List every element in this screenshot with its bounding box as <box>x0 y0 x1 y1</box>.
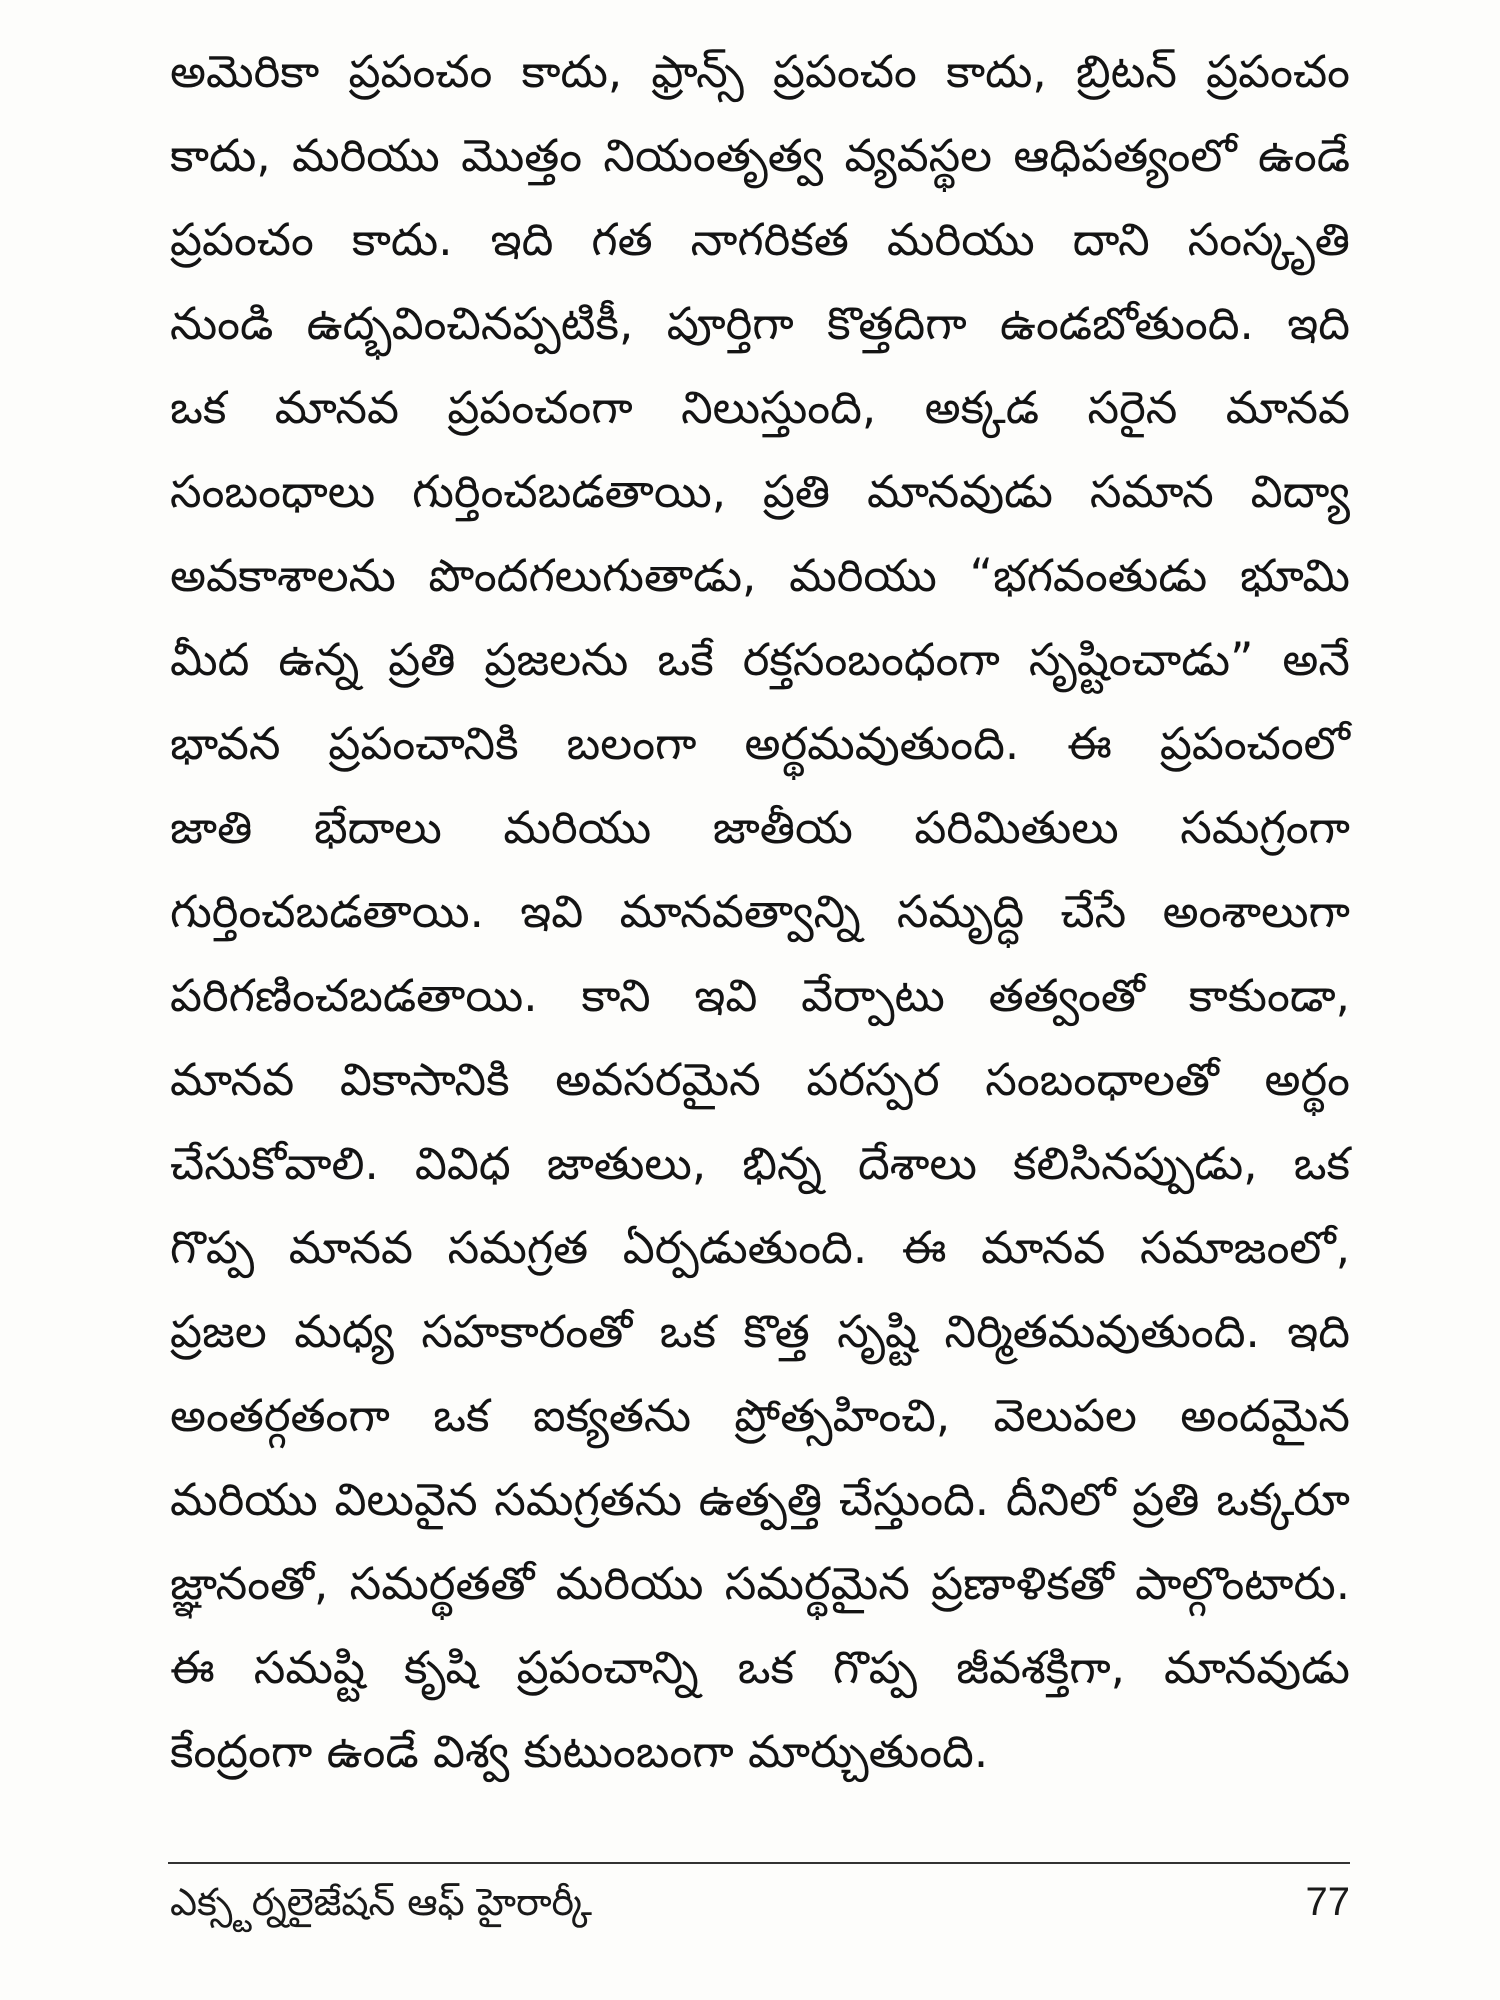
text-line: మానవ వికాసానికి అవసరమైన పరస్పర సంబంధాలతో అర్థం <box>170 1053 1350 1106</box>
text-line: కాదు, మరియు మొత్తం నియంతృత్వ వ్యవస్థల ఆధిపత్యంలో ఉండే <box>170 129 1350 182</box>
running-footer-title: ఎక్స్టర్నలైజేషన్ ఆఫ్ హైరార్కీ <box>170 1880 592 1924</box>
text-line: ప్రజల మధ్య సహకారంతో ఒక కొత్త సృష్టి నిర్మితమవుతుంది. ఇది <box>170 1305 1350 1358</box>
text-line: కేంద్రంగా ఉండే విశ్వ కుటుంబంగా మార్చుతుంది. <box>170 1725 989 1778</box>
text-line: జాతి భేదాలు మరియు జాతీయ పరిమితులు సమగ్రంగా <box>170 801 1350 854</box>
page-number: 77 <box>1305 1880 1350 1924</box>
text-line: పరిగణించబడతాయి. కాని ఇవి వేర్పాటు తత్వంతో కాకుండా, <box>170 969 1350 1022</box>
text-line: అవకాశాలను పొందగలుగుతాడు, మరియు “భగవంతుడు భూమి <box>170 549 1350 602</box>
text-line: సంబంధాలు గుర్తించబడతాయి, ప్రతి మానవుడు సమాన విద్యా <box>170 465 1350 518</box>
text-line: గొప్ప మానవ సమగ్రత ఏర్పడుతుంది. ఈ మానవ సమాజంలో, <box>170 1221 1350 1274</box>
text-line: గుర్తించబడతాయి. ఇవి మానవత్వాన్ని సమృద్ధి చేసే అంశాలుగా <box>170 885 1350 938</box>
text-line: మీద ఉన్న ప్రతి ప్రజలను ఒకే రక్తసంబంధంగా సృష్టించాడు” అనే <box>170 633 1350 686</box>
text-line: నుండి ఉద్భవించినప్పటికీ, పూర్తిగా కొత్తదిగా ఉండబోతుంది. ఇది <box>170 297 1350 350</box>
text-line: చేసుకోవాలి. వివిధ జాతులు, భిన్న దేశాలు కలిసినప్పుడు, ఒక <box>170 1137 1350 1190</box>
text-line: మరియు విలువైన సమగ్రతను ఉత్పత్తి చేస్తుంది. దీనిలో ప్రతి ఒక్కరూ <box>170 1473 1350 1526</box>
text-line: ప్రపంచం కాదు. ఇది గత నాగరికత మరియు దాని సంస్కృతి <box>170 213 1350 266</box>
body-paragraph <box>170 30 1350 1794</box>
text-line: ఈ సమష్టి కృషి ప్రపంచాన్ని ఒక గొప్ప జీవశక్తిగా, మానవుడు <box>170 1641 1350 1694</box>
text-line: అంతర్గతంగా ఒక ఐక్యతను ప్రోత్సహించి, వెలుపల అందమైన <box>170 1389 1350 1442</box>
text-line: అమెరికా ప్రపంచం కాదు, ఫ్రాన్స్ ప్రపంచం కాదు, బ్రిటన్ ప్రపంచం <box>170 45 1350 98</box>
text-line: జ్ఞానంతో, సమర్థతతో మరియు సమర్థమైన ప్రణాళికతో పాల్గొంటారు. <box>170 1557 1350 1610</box>
text-line: భావన ప్రపంచానికి బలంగా అర్థమవుతుంది. ఈ ప్రపంచంలో <box>170 717 1350 770</box>
text-line: ఒక మానవ ప్రపంచంగా నిలుస్తుంది, అక్కడ సరైన మానవ <box>170 381 1350 434</box>
footer-divider <box>168 1862 1350 1864</box>
